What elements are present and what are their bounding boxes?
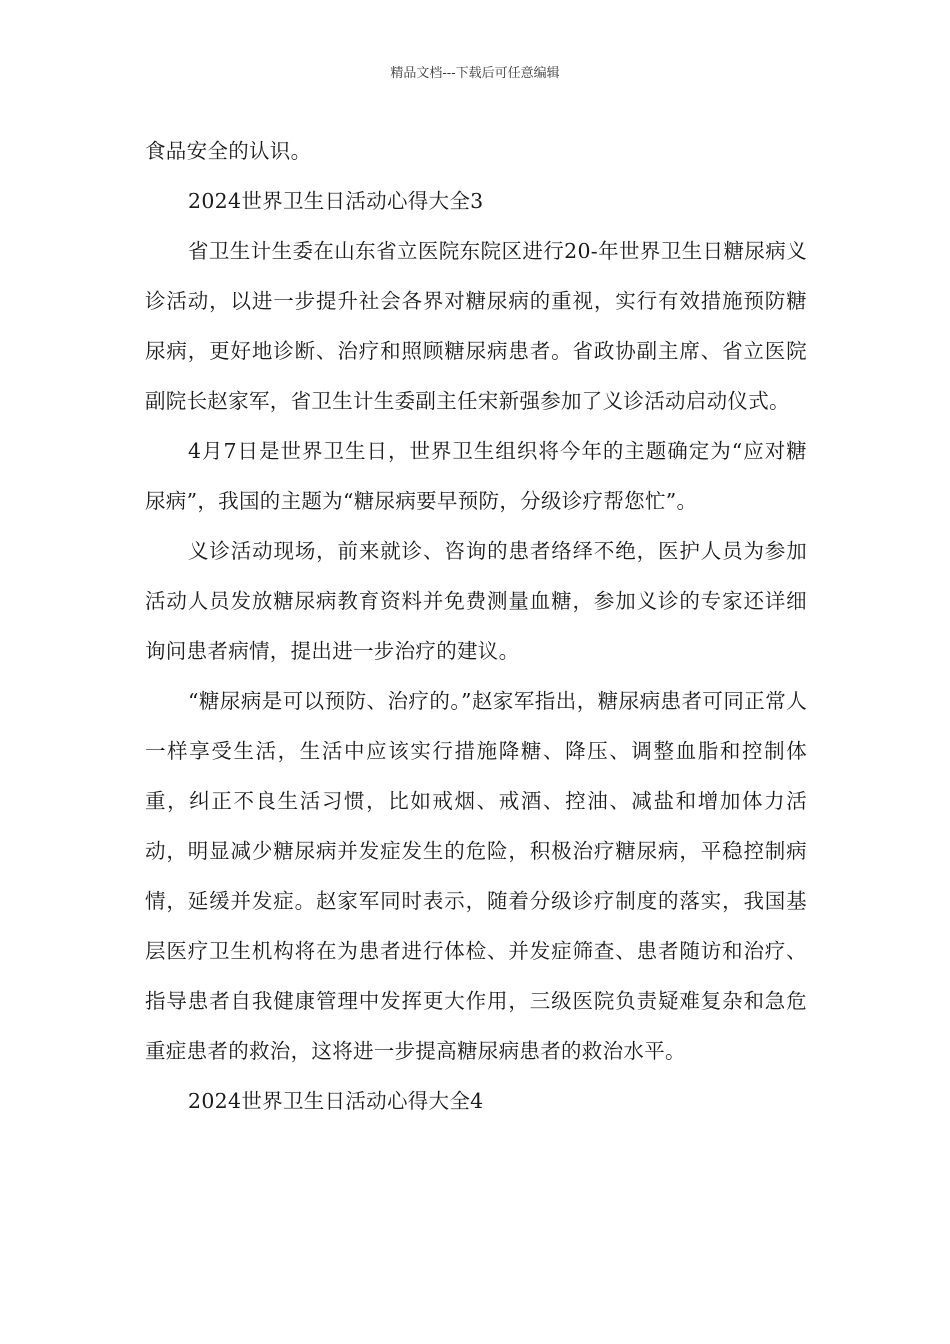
section-heading-3: 2024世界卫生日活动心得大全3 <box>188 189 484 213</box>
paragraph: 4月7日是世界卫生日，世界卫生组织将今年的主题确定为“应对糖尿病”，我国的主题为“糖尿病要早预防，分级诊疗帮您忙”。 <box>145 439 807 513</box>
page-header: 精品文档---下载后可任意编辑 <box>390 66 560 81</box>
document-body <box>145 126 807 1126</box>
paragraph-continuation: 食品安全的认识。 <box>145 139 312 163</box>
paragraph: “糖尿病是可以预防、治疗的。”赵家军指出，糖尿病患者可同正常人一样享受生活，生活中应该实行措施降糖、降压、调整血脂和控制体重，纠正不良生活习惯，比如戒烟、戒酒、控油、减盐和增加体力活动，明显减少糖尿病并发症发生的危险，积极治疗糖尿病，平稳控制病情，延缓并发症。赵家军同时表示，随着分级诊疗制度的落实，我国基层医疗卫生机构将在为患者进行体检、并发症筛查、患者随访和治疗、指导患者自我健康管理中发挥更大作用，三级医院负责疑难复杂和急危重症患者的救治，这将进一步提高糖尿病患者的救治水平。 <box>145 689 807 1063</box>
paragraph: 省卫生计生委在山东省立医院东院区进行20-年世界卫生日糖尿病义诊活动，以进一步提升社会各界对糖尿病的重视，实行有效措施预防糖尿病，更好地诊断、治疗和照顾糖尿病患者。省政协副主席、省立医院副院长赵家军，省卫生计生委副主任宋新强参加了义诊活动启动仪式。 <box>145 239 807 413</box>
paragraph: 义诊活动现场，前来就诊、咨询的患者络绎不绝，医护人员为参加活动人员发放糖尿病教育资料并免费测量血糖，参加义诊的专家还详细询问患者病情，提出进一步治疗的建议。 <box>145 539 807 663</box>
section-heading-4: 2024世界卫生日活动心得大全4 <box>188 1089 484 1113</box>
